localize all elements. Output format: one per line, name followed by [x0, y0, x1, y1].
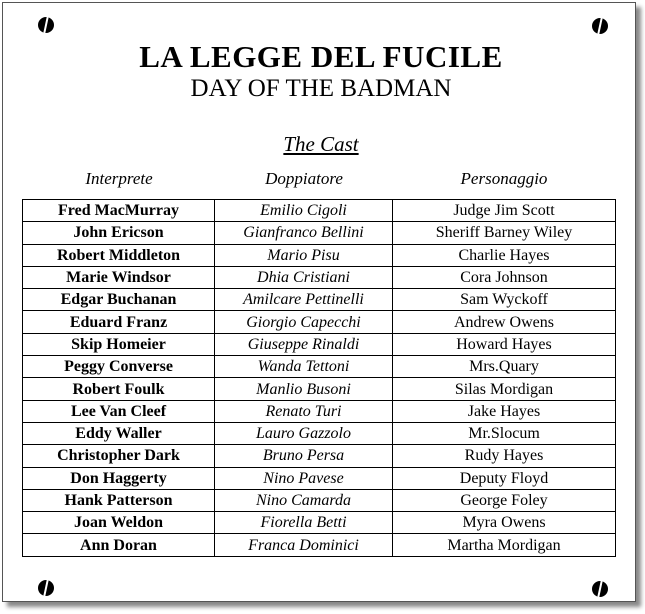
table-row [23, 467, 616, 489]
table-row [23, 244, 616, 266]
cast-plaque [2, 2, 636, 602]
table-row [23, 311, 616, 333]
column-header-character: Personaggio [460, 169, 548, 188]
screw-top-right-icon [592, 18, 608, 34]
table-row [23, 512, 616, 534]
page-subtitle: DAY OF THE BADMAN [190, 75, 452, 102]
page-title: LA LEGGE DEL FUCILE [139, 39, 503, 74]
voice-cell: Emilio Cigoli [215, 200, 393, 222]
voice-cell: Franca Dominici [215, 534, 393, 556]
actor-cell: Skip Homeier [23, 333, 215, 355]
table-row [23, 534, 616, 556]
actor-cell: Fred MacMurray [23, 200, 215, 222]
character-cell: Silas Mordigan [393, 378, 616, 400]
actor-cell: Edgar Buchanan [23, 289, 215, 311]
character-cell: Martha Mordigan [393, 534, 616, 556]
table-row [23, 422, 616, 444]
character-cell: Cora Johnson [393, 266, 616, 288]
character-cell: Rudy Hayes [393, 445, 616, 467]
cast-table [22, 199, 616, 557]
table-row [23, 400, 616, 422]
character-cell: Andrew Owens [393, 311, 616, 333]
actor-cell: Robert Middleton [23, 244, 215, 266]
character-cell: Judge Jim Scott [393, 200, 616, 222]
character-cell: Mr.Slocum [393, 422, 616, 444]
table-row [23, 489, 616, 511]
actor-cell: Lee Van Cleef [23, 400, 215, 422]
table-row [23, 356, 616, 378]
table-row [23, 222, 616, 244]
character-cell: Jake Hayes [393, 400, 616, 422]
voice-cell: Amilcare Pettinelli [215, 289, 393, 311]
actor-cell: Joan Weldon [23, 512, 215, 534]
character-cell: Sheriff Barney Wiley [393, 222, 616, 244]
voice-cell: Gianfranco Bellini [215, 222, 393, 244]
actor-cell: Eduard Franz [23, 311, 215, 333]
voice-cell: Mario Pisu [215, 244, 393, 266]
voice-cell: Manlio Busoni [215, 378, 393, 400]
cast-table-body [23, 200, 616, 557]
column-header-voice: Doppiatore [265, 169, 343, 188]
character-cell: Sam Wyckoff [393, 289, 616, 311]
character-cell: George Foley [393, 489, 616, 511]
table-row [23, 289, 616, 311]
actor-cell: Robert Foulk [23, 378, 215, 400]
screw-bottom-right-icon [592, 581, 608, 597]
voice-cell: Dhia Cristiani [215, 266, 393, 288]
table-row [23, 333, 616, 355]
voice-cell: Nino Pavese [215, 467, 393, 489]
actor-cell: Christopher Dark [23, 445, 215, 467]
voice-cell: Renato Turi [215, 400, 393, 422]
character-cell: Deputy Floyd [393, 467, 616, 489]
screw-top-left-icon [38, 17, 54, 33]
actor-cell: Eddy Waller [23, 422, 215, 444]
actor-cell: Ann Doran [23, 534, 215, 556]
voice-cell: Nino Camarda [215, 489, 393, 511]
actor-cell: Peggy Converse [23, 356, 215, 378]
actor-cell: Don Haggerty [23, 467, 215, 489]
character-cell: Myra Owens [393, 512, 616, 534]
cast-heading: The Cast [283, 132, 359, 156]
voice-cell: Giorgio Capecchi [215, 311, 393, 333]
table-row [23, 378, 616, 400]
voice-cell: Lauro Gazzolo [215, 422, 393, 444]
actor-cell: Marie Windsor [23, 266, 215, 288]
screw-bottom-left-icon [38, 580, 54, 596]
voice-cell: Giuseppe Rinaldi [215, 333, 393, 355]
table-row [23, 200, 616, 222]
character-cell: Howard Hayes [393, 333, 616, 355]
table-row [23, 445, 616, 467]
table-row [23, 266, 616, 288]
character-cell: Charlie Hayes [393, 244, 616, 266]
actor-cell: Hank Patterson [23, 489, 215, 511]
voice-cell: Fiorella Betti [215, 512, 393, 534]
column-header-actor: Interprete [85, 169, 153, 188]
actor-cell: John Ericson [23, 222, 215, 244]
character-cell: Mrs.Quary [393, 356, 616, 378]
voice-cell: Bruno Persa [215, 445, 393, 467]
voice-cell: Wanda Tettoni [215, 356, 393, 378]
